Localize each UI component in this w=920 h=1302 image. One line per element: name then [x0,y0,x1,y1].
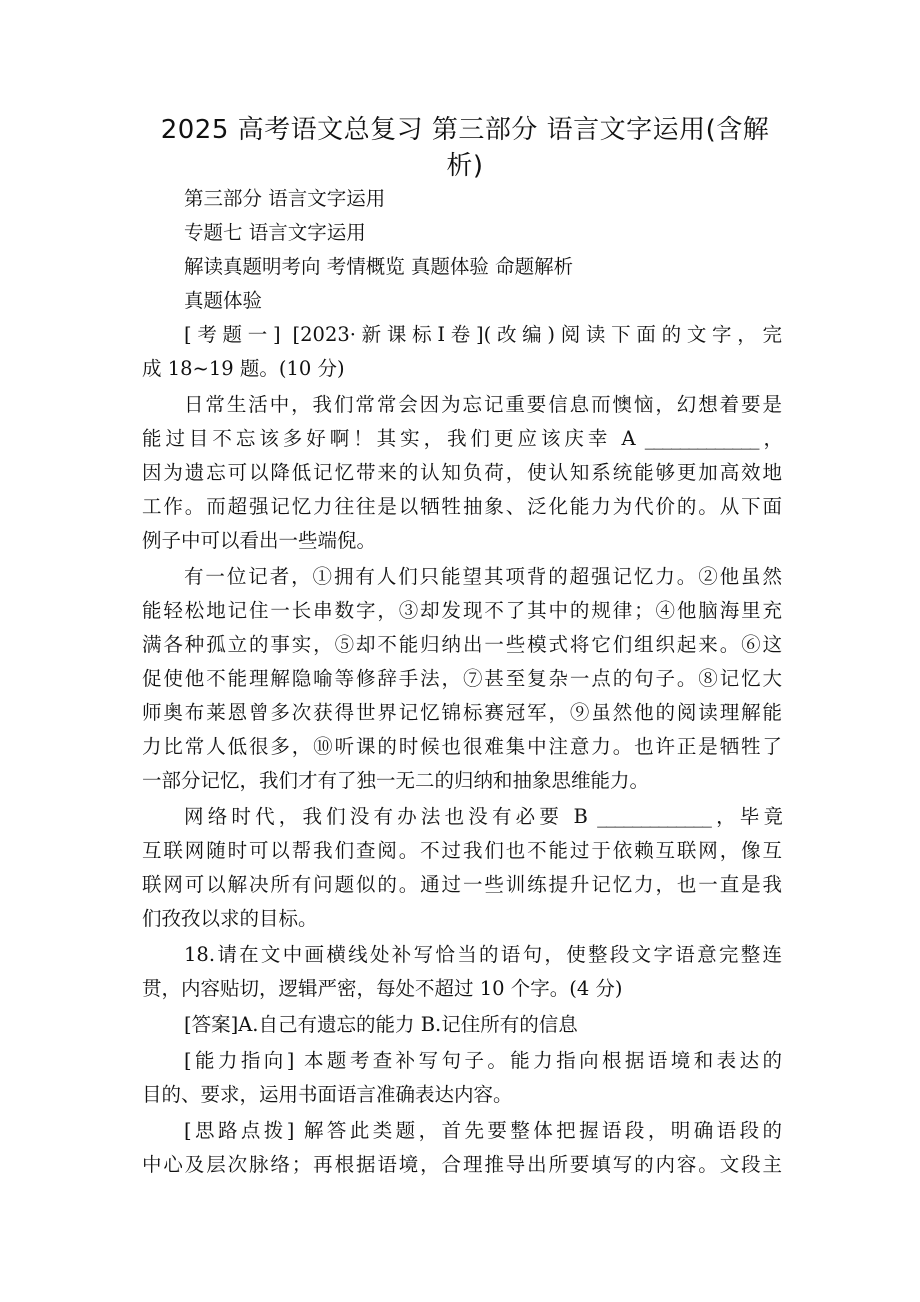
passage-line: 促使他不能理解隐喻等修辞手法，⑦甚至复杂一点的句子。⑧记忆大 [142,667,782,690]
question-18-cont: 贯，内容贴切，逻辑严密，每处不超过 10 个字。(4 分) [142,977,623,1000]
question-header: [考题一] [2023·新课标Ⅰ卷](改编)阅读下面的文字，完 [184,323,782,346]
question-18: 18.请在文中画横线处补写恰当的语句，使整段文字语意完整连 [184,943,782,966]
document-title [140,112,790,184]
title-line-1: 2025 高考语文总复习 第三部分 语言文字运用(含解 [160,115,770,145]
ability-line: 目的、要求，运用书面语言准确表达内容。 [142,1083,513,1106]
subsection-heading: 解读真题明考向 考情概览 真题体验 命题解析 [184,255,574,278]
passage-line: 师奥布莱恩曾多次获得世界记忆锦标赛冠军，⑨虽然他的阅读理解能 [142,701,782,724]
passage-line: 能轻松地记住一长串数字，③却发现不了其中的规律；④他脑海里充 [142,599,782,622]
ability-line: [能力指向] 本题考查补写句子。能力指向根据语境和表达的 [184,1049,782,1072]
hint-line: [思路点拨] 解答此类题，首先要整体把握语段，明确语段的 [184,1119,782,1142]
passage-line: 工作。而超强记忆力往往是以牺牲抽象、泛化能力为代价的。从下面 [142,495,782,518]
answer-line: [答案]A.自己有遗忘的能力 B.记住所有的信息 [184,1013,578,1036]
passage-line: 满各种孤立的事实，⑤却不能归纳出一些模式将它们组织起来。⑥这 [142,633,782,656]
passage-line: 互联网随时可以帮我们查阅。不过我们也不能过于依赖互联网，像互 [142,839,782,862]
passage-line: 例子中可以看出一些端倪。 [142,529,377,552]
question-header-cont: 成 18~19 题。(10 分) [142,357,345,380]
hint-line: 中心及层次脉络；再根据语境，合理推导出所要填写的内容。文段主 [142,1153,782,1176]
passage-line: 能过目不忘该多好啊！其实，我们更应该庆幸 A _____________， [142,427,782,450]
title-line-2: 析) [446,151,484,181]
passage-line: 网络时代，我们没有办法也没有必要 B _____________，毕竟 [184,805,782,828]
passage-line: 力比常人低很多，⑩听课的时候也很难集中注意力。也许正是牺牲了 [142,735,782,758]
topic-heading: 专题七 语言文字运用 [184,221,366,244]
passage-line: 因为遗忘可以降低记忆带来的认知负荷，使认知系统能够更加高效地 [142,461,782,484]
passage-line: 联网可以解决所有问题似的。通过一些训练提升记忆力，也一直是我 [142,873,782,896]
passage-line: 一部分记忆，我们才有了独一无二的归纳和抽象思维能力。 [142,769,650,792]
passage-line: 日常生活中，我们常常会因为忘记重要信息而懊恼，幻想着要是 [184,393,782,416]
section-heading: 第三部分 语言文字运用 [184,187,386,210]
passage-line: 有一位记者，①拥有人们只能望其项背的超强记忆力。②他虽然 [184,565,782,588]
subsection-heading: 真题体验 [184,289,263,312]
passage-line: 们孜孜以求的目标。 [142,907,318,930]
